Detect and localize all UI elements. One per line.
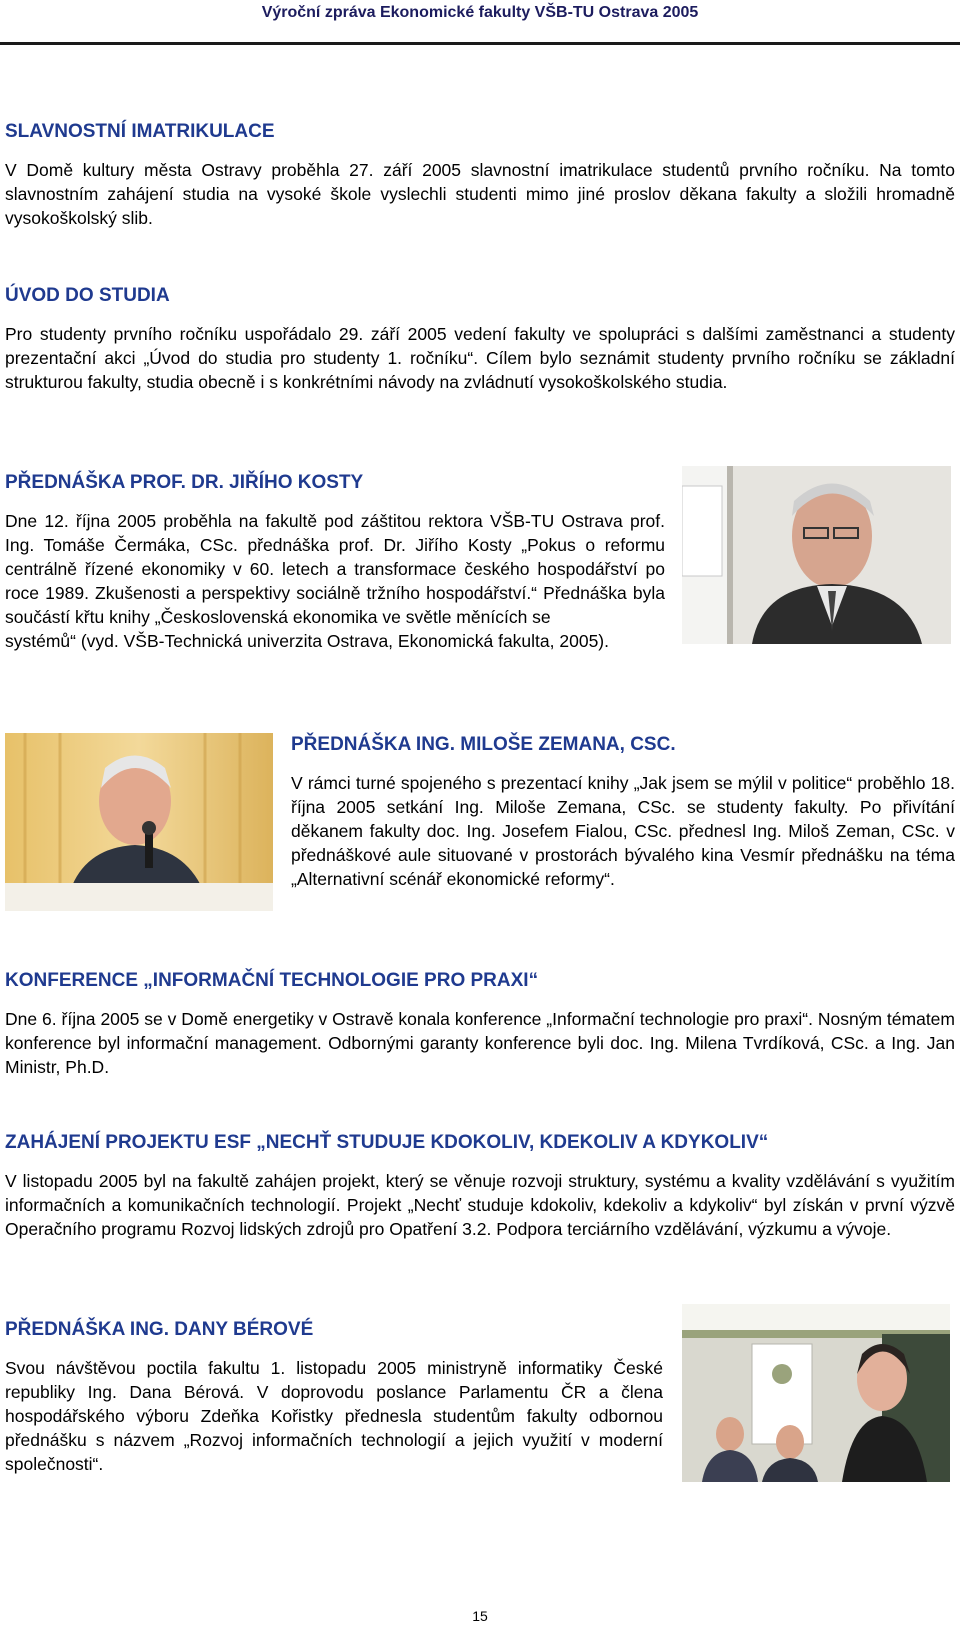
photo-ing-berova — [682, 1304, 950, 1482]
section-text: Pro studenty prvního ročníku uspořádalo 29. září 2005 vedení fakulty ve spolupráci s dalšími zaměstnanci a studenty prezentační akci „Úvod do studia pro studenty 1. ročníku“. Cílem bylo seznámit studenty prvního ročníku se základní strukturou fakulty, studia obecně i s konkrétními návody na zvládnutí vysokoškolského studia. — [5, 324, 955, 392]
section-text: Svou návštěvou poctila fakultu 1. listopadu 2005 ministryně informatiky České republiky Ing. Dana Bérová. V doprovodu poslance Parlamentu ČR a člena hospodářského výboru Zdeňka Kořistky přednesla studentům fakulty odbornou přednášku s názvem „Rozvoj informačních technologií a jejich využití v moderní společnosti“. — [5, 1358, 663, 1474]
section-heading: PŘEDNÁŠKA PROF. DR. JIŘÍHO KOSTY — [5, 472, 364, 493]
page-number: 15 — [472, 1608, 488, 1624]
page-header — [0, 0, 960, 48]
section-text: V Domě kultury města Ostravy proběhla 27. září 2005 slavnostní imatrikulace studentů prvního ročníku. Na tomto slavnostním zahájení studia na vysoké škole vyslechli studenti mimo jiné proslov děkana fakulty a složili hromadně vysokoškolský slib. — [5, 160, 955, 228]
section-text: Dne 12. října 2005 proběhla na fakultě pod záštitou rektora VŠB-TU Ostrava prof. Ing. Tomáše Čermáka, CSc. přednáška prof. Dr. Jiřího Kosty „Pokus o reformu centrálně řízené ekonomiky v 60. letech a transformace českého hospodářství po roce 1989. Zkušenosti a perspektivy sociálně tržního hospodářství.“ Přednáška byla součástí křtu knihy „Československá ekonomika ve světle měnících se — [5, 511, 665, 627]
section-text: V rámci turné spojeného s prezentací knihy „Jak jsem se mýlil v politice“ proběhlo 18. října 2005 setkání Ing. Miloše Zemana, CSc. se studenty fakulty. Po přivítání děkanem fakulty doc. Ing. Josefem Fialou, CSc. přednesl Ing. Miloš Zeman, CSc. v přednáškové aule situované v prostorách bývalého kina Vesmír přednášku na téma „Alternativní scénář ekonomické reformy“. — [291, 773, 955, 889]
header-divider — [0, 42, 960, 45]
section-imatrikulace — [5, 120, 955, 230]
section-heading: PŘEDNÁŠKA ING. MILOŠE ZEMANA, CSC. — [291, 734, 676, 755]
section-konference — [5, 969, 955, 1079]
photo-prof-kosta — [682, 466, 951, 644]
section-berova — [5, 1318, 663, 1476]
section-text: Dne 6. října 2005 se v Domě energetiky v Ostravě konala konference „Informační technologie pro praxi“. Nosným tématem konference byl informační management. Odbornými garanty konference byli doc. Ing. Milena Tvrdíková, CSc. a Ing. Jan Ministr, Ph.D. — [5, 1009, 955, 1077]
section-uvod — [5, 284, 955, 394]
photo-ing-zeman — [5, 733, 273, 911]
section-text: V listopadu 2005 byl na fakultě zahájen projekt, který se věnuje rozvoji struktury, systému a kvality vzdělávání s využitím informačních a komunikačních technologií. Projekt „Nechť studuje kdokoliv, kdekoliv a kdykoliv“ byl získán v první výzvě Operačního programu Rozvoj lidských zdrojů pro Opatření 3.2. Podpora terciárního vzdělávání, výzkumu a vývoje. — [5, 1171, 955, 1239]
section-zeman — [291, 733, 955, 891]
report-title: Výroční zpráva Ekonomické fakulty VŠB-TU Ostrava 2005 — [261, 4, 699, 21]
section-text-last-line: systémů“ (vyd. VŠB-Technická univerzita Ostrava, Ekonomická fakulta, 2005). — [5, 631, 609, 651]
section-heading: ZAHÁJENÍ PROJEKTU ESF „NECHŤ STUDUJE KDOKOLIV, KDEKOLIV A KDYKOLIV“ — [5, 1132, 769, 1153]
section-heading: ÚVOD DO STUDIA — [5, 285, 170, 306]
section-heading: PŘEDNÁŠKA ING. DANY BÉROVÉ — [5, 1319, 314, 1340]
section-heading: SLAVNOSTNÍ IMATRIKULACE — [5, 121, 275, 142]
section-esf — [5, 1131, 955, 1241]
section-heading: KONFERENCE „INFORMAČNÍ TECHNOLOGIE PRO PRAXI“ — [5, 970, 539, 991]
